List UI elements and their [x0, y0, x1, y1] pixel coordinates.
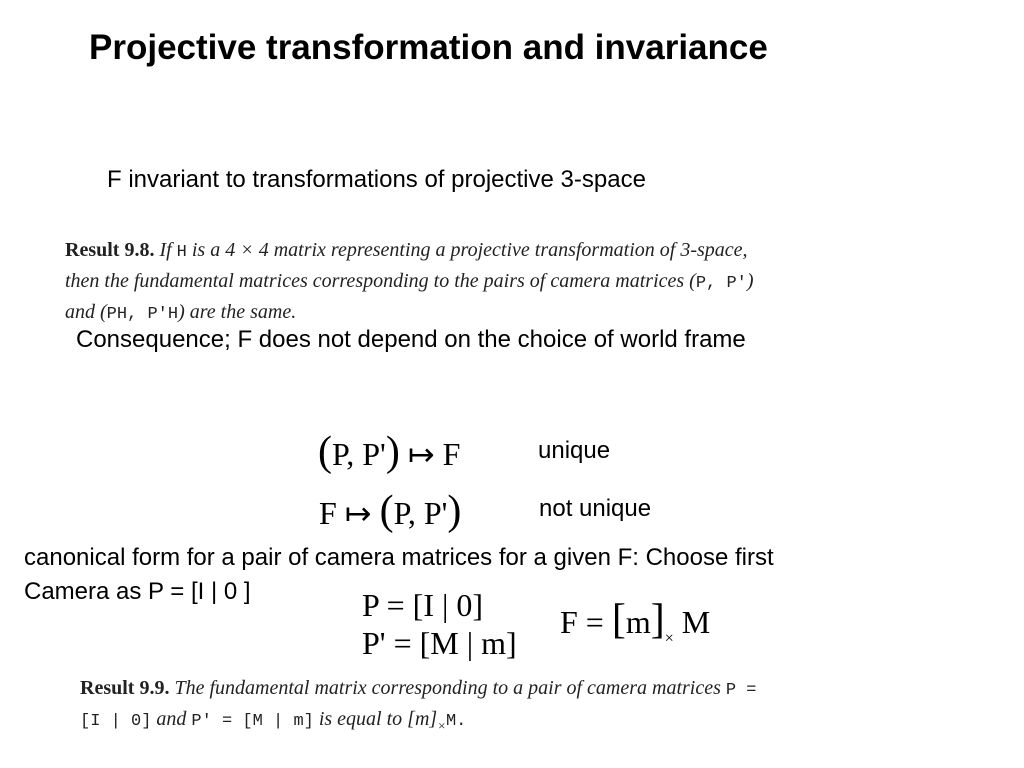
equation-lhs: P, P': [332, 436, 386, 472]
result-symbol: [I | 0]: [80, 712, 152, 731]
open-paren: (: [318, 429, 332, 475]
equation-lhs: F =: [560, 604, 604, 640]
maps-to-arrow: ↦: [344, 495, 372, 531]
result-text: is equal to [m]: [318, 708, 438, 730]
unique-note: unique: [538, 437, 611, 464]
result-9-9: [80, 674, 757, 740]
result-text: If: [159, 239, 172, 261]
result-text: The fundamental matrix corresponding to a pair of camera matrices: [174, 677, 721, 699]
result-text: ): [746, 270, 754, 292]
close-paren: ): [447, 488, 462, 534]
cross-subscript: ×: [437, 718, 446, 733]
maps-to-arrow: ↦: [407, 436, 435, 472]
equation-rhs: F: [442, 436, 461, 472]
cross-subscript: ×: [664, 630, 674, 647]
fundamental-matrix-equation: [560, 596, 710, 648]
result-text: and (: [65, 301, 107, 323]
result-9-8-line1: [65, 236, 754, 267]
invariance-statement: F invariant to transformations of projective 3-space: [107, 166, 646, 193]
result-9-9-label: Result 9.9.: [80, 677, 170, 699]
camera-p-prime-row: P' = [M | m]: [362, 625, 517, 661]
result-9-8: [65, 236, 754, 329]
canonical-line-1: canonical form for a pair of camera matrices for a given F: Choose first: [24, 544, 774, 571]
consequence-statement: Consequence; F does not depend on the choice of world frame: [76, 326, 746, 353]
equation-unique: [318, 428, 460, 476]
result-symbol: P =: [725, 681, 757, 700]
result-9-8-line2: [65, 267, 754, 298]
result-symbol: P, P′: [695, 274, 747, 293]
result-9-8-line3: [65, 298, 754, 329]
equation-rhs: M: [681, 604, 711, 640]
result-9-9-line1: [80, 674, 757, 705]
equation-not-unique: [319, 487, 461, 535]
close-bracket: ]: [650, 597, 665, 643]
open-bracket: [: [611, 597, 626, 643]
result-9-9-line2: [80, 705, 757, 740]
camera-matrices-equation: [362, 586, 517, 662]
result-symbol: H: [176, 243, 187, 262]
m-vector: m: [625, 604, 651, 640]
result-9-8-label: Result 9.8.: [65, 239, 155, 261]
not-unique-note: not unique: [539, 495, 652, 522]
result-text: and: [156, 708, 187, 730]
result-symbol: PH, P′H: [106, 305, 179, 324]
result-symbol: P′ = [M | m]: [191, 712, 314, 731]
slide-title: Projective transformation and invariance: [89, 28, 768, 67]
result-text: is a 4 × 4 matrix representing a projective transformation of 3-space,: [191, 239, 748, 261]
equation-lhs: F: [319, 495, 337, 531]
result-text: then the fundamental matrices corresponding to the pairs of camera matrices (: [65, 270, 696, 292]
result-text: ) are the same.: [178, 301, 297, 323]
camera-p-row: P = [I | 0]: [362, 587, 484, 623]
result-symbol: M.: [445, 712, 467, 731]
equation-rhs: P, P': [393, 495, 448, 531]
open-paren: (: [379, 488, 394, 534]
close-paren: ): [385, 429, 400, 475]
canonical-line-2: Camera as P = [I | 0 ]: [24, 578, 251, 605]
